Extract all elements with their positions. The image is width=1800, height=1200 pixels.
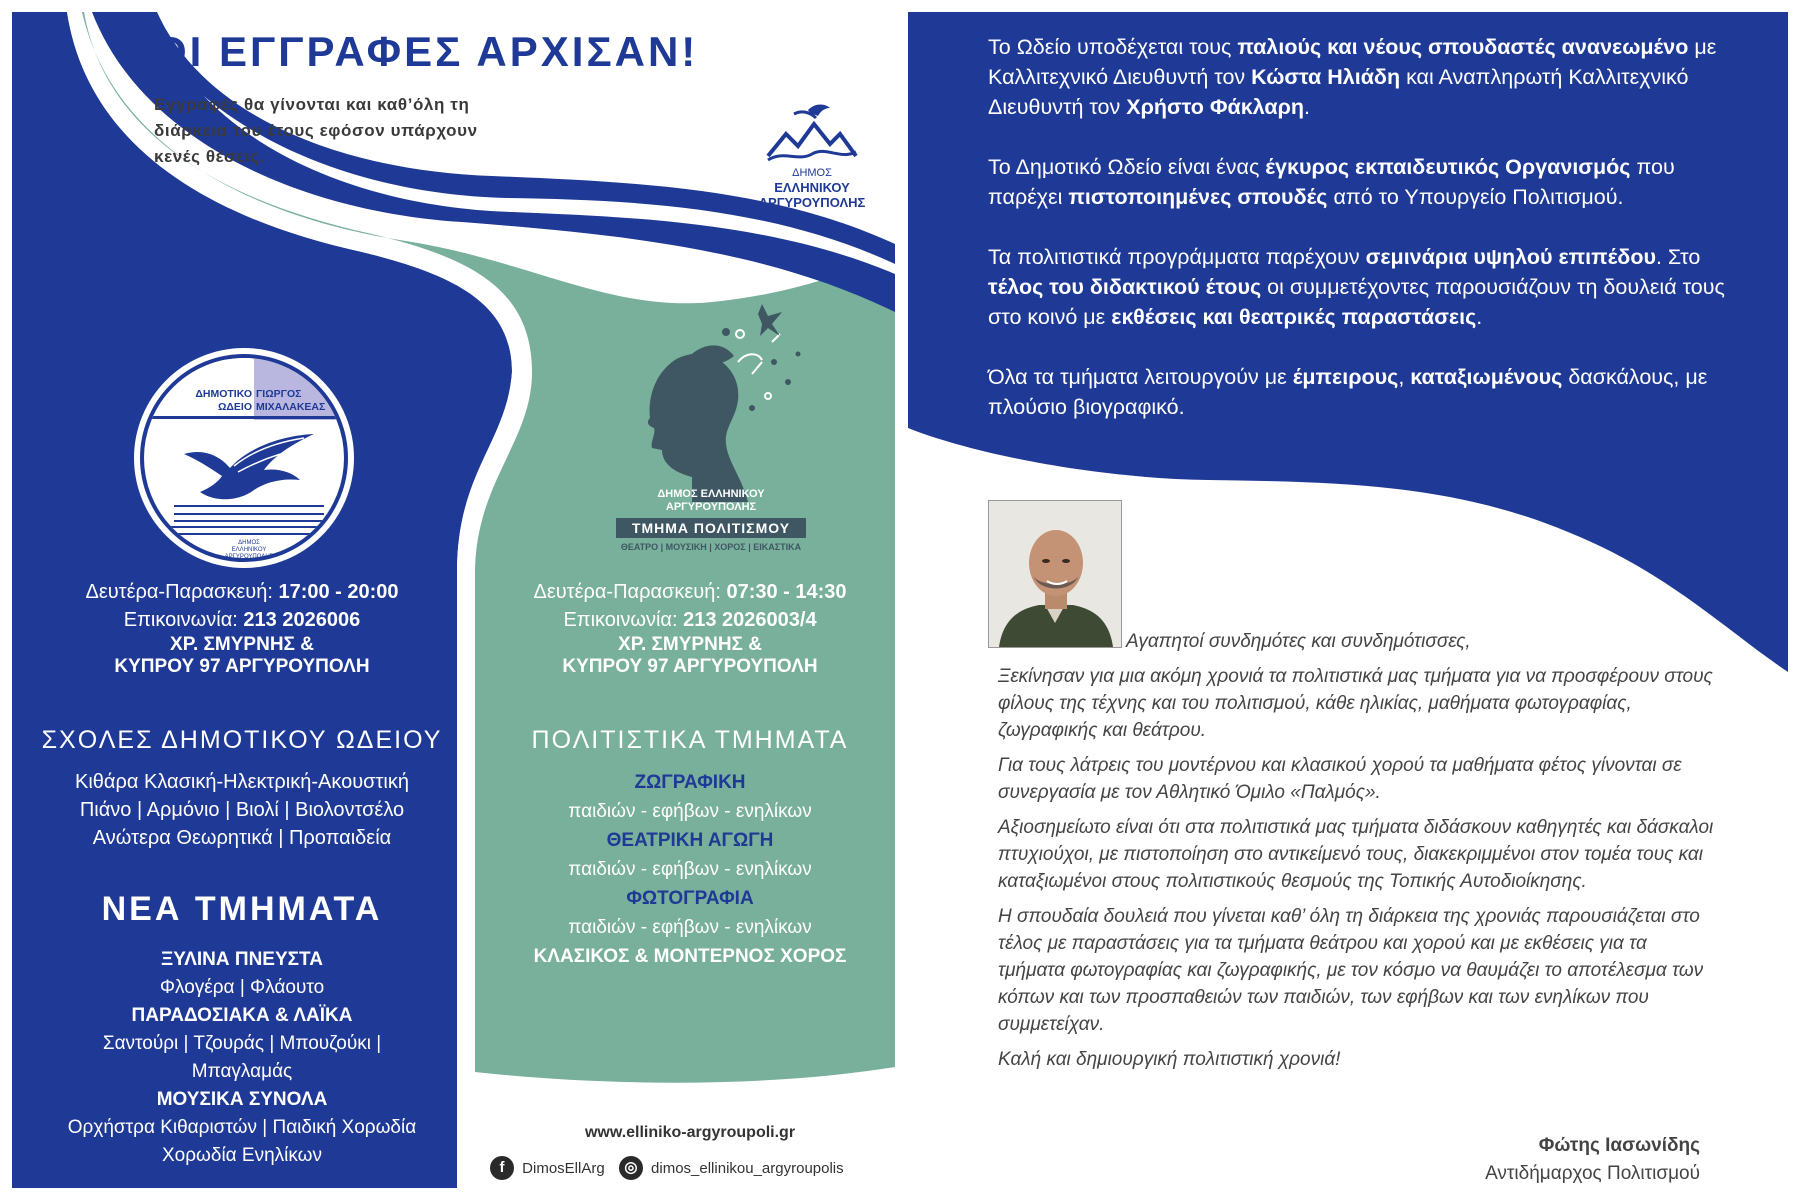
letter-paragraph: Αξιοσημείωτο είναι ότι στα πολιτιστικά μας τμήματα διδάσκουν καθηγητές και δάσκαλοι πτυχιούχοι, με πιστοποίηση στο αντικείμενό τους, διακεκριμμένοι στον τομέα τους και καταξιωμένοι στους πολιτιστικούς θεσμούς της Τοπικής Αυτοδιοίκησης.	[998, 817, 1714, 892]
schools-list	[32, 768, 452, 852]
conservatory-info	[32, 578, 452, 678]
conservatory-address-2: ΚΥΠΡΟΥ 97 ΑΡΓΥΡΟΥΠΟΛΗ	[114, 656, 370, 677]
letter-paragraph: Η σπουδαία δουλειά που γίνεται καθ’ όλη τη διάρκεια της χρονιάς παρουσιάζεται στο τέλος με παραστάσεις για τα τμήματα θεάτρου και χορού και με εκθέσεις για τα τμήματα φωτογραφίας και ζωγραφικής, με τον κόσμο να θαυμάζει το αποτέλεσμα των κόπων και των προσπαθειών των παιδιών, των εφήβων και των ενηλίκων που συμμετείχαν.	[998, 906, 1704, 1035]
school-item: Κιθάρα Κλασική-Ηλεκτρική-Ακουστική	[75, 771, 409, 793]
intro-text: Εγγραφές θα γίνονται και καθ’όλη τη διάρκεια του έτους εφόσον υπάρχουν κενές θέσεις.	[154, 95, 478, 166]
new-section-line: Μπαγλαμάς	[191, 1061, 293, 1082]
culture-section-title: ΘΕΑΤΡΙΚΗ ΑΓΩΓΗ	[606, 830, 774, 851]
paragraph-text: που παρέχει	[988, 155, 1675, 209]
new-sections-list	[26, 946, 458, 1170]
deputy-mayor-photo	[988, 500, 1122, 648]
letter-paragraph: Καλή και δημιουργική πολιτιστική χρονιά!	[998, 1049, 1341, 1070]
culture-phone-label: Επικοινωνία:	[563, 609, 678, 631]
paragraph-text: Όλα τα τμήματα λειτουργούν με	[988, 365, 1293, 389]
culture-phone-value: 213 2026003/4	[683, 609, 817, 631]
letter-paragraph: Για τους λάτρεις του μοντέρνου και κλασικού χορού τα μαθήματα φέτος γίνονται σε συνεργασία με τον Αθλητικό Όμιλο «Παλμός».	[998, 755, 1682, 803]
emphasis-text: Χρήστο Φάκλαρη	[1126, 95, 1305, 119]
emphasis-text: έγκυρος εκπαιδευτικός Οργανισμός	[1265, 155, 1631, 179]
social-links	[490, 1156, 890, 1180]
emphasis-text: παλιούς και νέους σπουδαστές	[1237, 35, 1556, 59]
signer-name: Φώτης Ιασωνίδης	[1538, 1135, 1700, 1156]
logo-small-1: ΔΗΜΟΣ	[238, 540, 260, 546]
logo-left-2: ΩΔΕΙΟ	[217, 401, 252, 413]
letter-greeting: Αγαπητοί συνδημότες και συνδημότισσες,	[1126, 631, 1471, 652]
culture-info	[490, 578, 890, 678]
emphasis-text: εκθέσεις και θεατρικές παραστάσεις	[1111, 305, 1477, 329]
instagram-handle[interactable]: dimos_ellinikou_argyroupolis	[651, 1159, 844, 1177]
portrait-image	[989, 501, 1121, 647]
letter-paragraph: Ξεκίνησαν για μια ακόμη χρονιά τα πολιτιστικά μας τμήματα για να προσφέρουν στους φίλους της τέχνης και του πολιτισμού, κάθε ηλικίας, μαθήματα φωτογραφίας, ζωγραφικής και θεάτρου.	[998, 666, 1713, 741]
dove-icon	[174, 422, 324, 522]
headline: ΟΙ ΕΓΓΡΑΦΕΣ ΑΡΧΙΣΑΝ!	[154, 28, 699, 75]
emphasis-text: έμπειρους	[1292, 365, 1399, 389]
paragraph-text: ,	[1398, 365, 1411, 389]
new-section-line: Ορχήστρα Κιθαριστών | Παιδική Χορωδία	[67, 1117, 417, 1138]
conservatory-phone-label: Επικοινωνία:	[123, 609, 238, 631]
emphasis-text: σεμινάρια υψηλού επιπέδου	[1365, 245, 1656, 269]
paragraph-4	[988, 362, 1748, 422]
paragraph-text: .	[1304, 95, 1311, 119]
logo-line-1: ΔΗΜΟΣ	[792, 167, 832, 179]
logo-line-2: ΕΛΛΗΝΙΚΟΥ	[774, 180, 850, 195]
conservatory-phone-value: 213 2026006	[243, 609, 361, 631]
head-silhouette-icon	[612, 302, 812, 502]
emphasis-text: τέλος του διδακτικού έτους	[988, 275, 1262, 299]
new-section-title: ΠΑΡΑΔΟΣΙΑΚΑ & ΛΑΪΚΑ	[131, 1005, 353, 1026]
dance-section-title: ΚΛΑΣΙΚΟΣ & ΜΟΝΤΕΡΝΟΣ ΧΟΡΟΣ	[533, 946, 847, 967]
conservatory-hours-value: 17:00 - 20:00	[278, 581, 399, 603]
culture-hours-value: 07:30 - 14:30	[726, 581, 847, 603]
logo-right-1: ΓΙΩΡΓΟΣ	[256, 388, 302, 400]
culture-logo-department: ΤΜΗΜΑ ΠΟΛΙΤΙΣΜΟΥ	[616, 518, 806, 538]
paragraph-text: δασκάλους, με πλούσιο βιογραφικό.	[988, 365, 1708, 419]
municipality-logo	[752, 100, 872, 210]
schools-title: ΣΧΟΛΕΣ ΔΗΜΟΤΙΚΟΥ ΩΔΕΙΟΥ	[41, 726, 443, 754]
logo-right-2: ΜΙΧΑΛΑΚΕΑΣ	[256, 401, 326, 413]
culture-logo-municipality: ΔΗΜΟΣ ΕΛΛΗΝΙΚΟΥ	[657, 488, 765, 500]
facebook-icon[interactable]: f	[490, 1156, 514, 1180]
logo-line-3: ΑΡΓΥΡΟΥΠΟΛΗΣ	[758, 195, 866, 210]
new-section-line: Φλογέρα | Φλάουτο	[159, 977, 325, 998]
logo-left-1: ΔΗΜΟΤΙΚΟ	[195, 388, 252, 400]
mountain-bird-icon	[764, 100, 860, 162]
emphasis-text: πιστοποιημένες σπουδές	[1068, 185, 1328, 209]
website-link[interactable]: www.elliniko-argyroupoli.gr	[584, 1124, 796, 1141]
paragraph-text: Το Δημοτικό Ωδείο είναι ένας	[988, 155, 1266, 179]
new-section-title: ΜΟΥΣΙΚΑ ΣΥΝΟΛΑ	[156, 1089, 328, 1110]
new-section-title: ΞΥΛΙΝΑ ΠΝΕΥΣΤΑ	[161, 949, 323, 970]
school-item: Ανώτερα Θεωρητικά | Προπαιδεία	[92, 827, 392, 849]
new-section-line: Χορωδία Ενηλίκων	[161, 1145, 322, 1166]
new-sections-title: ΝΕΑ ΤΜΗΜΑΤΑ	[101, 890, 383, 928]
conservatory-logo-ring	[140, 354, 348, 562]
intro-paragraphs	[988, 32, 1748, 452]
paragraph-text: Τα πολιτιστικά προγράμματα παρέχουν	[988, 245, 1366, 269]
culture-address-2: ΚΥΠΡΟΥ 97 ΑΡΓΥΡΟΥΠΟΛΗ	[562, 656, 818, 677]
paragraph-text: και Αναπληρωτή Καλλιτεχνικό Διευθυντή τον	[988, 65, 1689, 119]
emphasis-text: ανανεωμένο	[1561, 35, 1689, 59]
paragraph-text: με Καλλιτεχνικό Διευθυντή τον	[988, 35, 1717, 89]
paragraph-1	[988, 32, 1748, 122]
paragraph-text: Το Ωδείο υποδέχεται τους	[988, 35, 1238, 59]
conservatory-logo	[134, 348, 354, 568]
culture-section-sub: παιδιών - εφήβων - ενηλίκων	[568, 859, 812, 880]
conservatory-address-1: ΧΡ. ΣΜΥΡΝΗΣ &	[170, 634, 314, 655]
culture-dept-logo	[616, 488, 806, 552]
paragraph-text: .	[1476, 305, 1483, 329]
culture-sections-list	[490, 768, 890, 972]
culture-logo-municipality-2: ΑΡΓΥΡΟΥΠΟΛΗΣ	[665, 501, 757, 513]
paragraph-text: από το Υπουργείο Πολιτισμού.	[1327, 185, 1624, 209]
culture-section-sub: παιδιών - εφήβων - ενηλίκων	[568, 917, 812, 938]
letter-body	[998, 628, 1718, 1081]
paragraph-text: . Στο	[1655, 245, 1701, 269]
signer-title: Αντιδήμαρχος Πολιτισμού	[1485, 1163, 1700, 1184]
culture-address-1: ΧΡ. ΣΜΥΡΝΗΣ &	[618, 634, 762, 655]
facebook-handle[interactable]: DimosEllArg	[522, 1159, 605, 1177]
culture-hours-label: Δευτέρα-Παρασκευή:	[533, 581, 721, 603]
logo-small-3: ΑΡΓΥΡΟΥΠΟΛΗΣ	[224, 554, 274, 560]
culture-section-title: ΖΩΓΡΑΦΙΚΗ	[634, 772, 746, 793]
culture-sections-title: ΠΟΛΙΤΙΣΤΙΚΑ ΤΜΗΜΑΤΑ	[531, 726, 849, 754]
paragraph-2	[988, 152, 1748, 212]
emphasis-text: Κώστα Ηλιάδη	[1251, 65, 1401, 89]
conservatory-hours-label: Δευτέρα-Παρασκευή:	[85, 581, 273, 603]
new-section-line: Σαντούρι | Τζουράς | Μπουζούκι |	[102, 1033, 382, 1054]
culture-section-title: ΦΩΤΟΓΡΑΦΙΑ	[626, 888, 754, 909]
logo-small-2: ΕΛΛΗΝΙΚΟΥ	[231, 547, 267, 553]
left-flyer-panel	[12, 12, 895, 1188]
paragraph-3	[988, 242, 1748, 332]
culture-logo-tagline: ΘΕΑΤΡΟ | ΜΟΥΣΙΚΗ | ΧΟΡΟΣ | ΕΙΚΑΣΤΙΚΑ	[620, 542, 802, 552]
right-letter-panel	[908, 12, 1788, 1188]
school-item: Πιάνο | Αρμόνιο | Βιολί | Βιολοντσέλο	[79, 799, 405, 821]
paragraph-text: οι συμμετέχοντες παρουσιάζουν τη δουλειά τους στο κοινό με	[988, 275, 1725, 329]
instagram-icon[interactable]: ◎	[619, 1156, 643, 1180]
emphasis-text: καταξιωμένους	[1410, 365, 1563, 389]
culture-section-sub: παιδιών - εφήβων - ενηλίκων	[568, 801, 812, 822]
signature-block	[1485, 1132, 1700, 1188]
